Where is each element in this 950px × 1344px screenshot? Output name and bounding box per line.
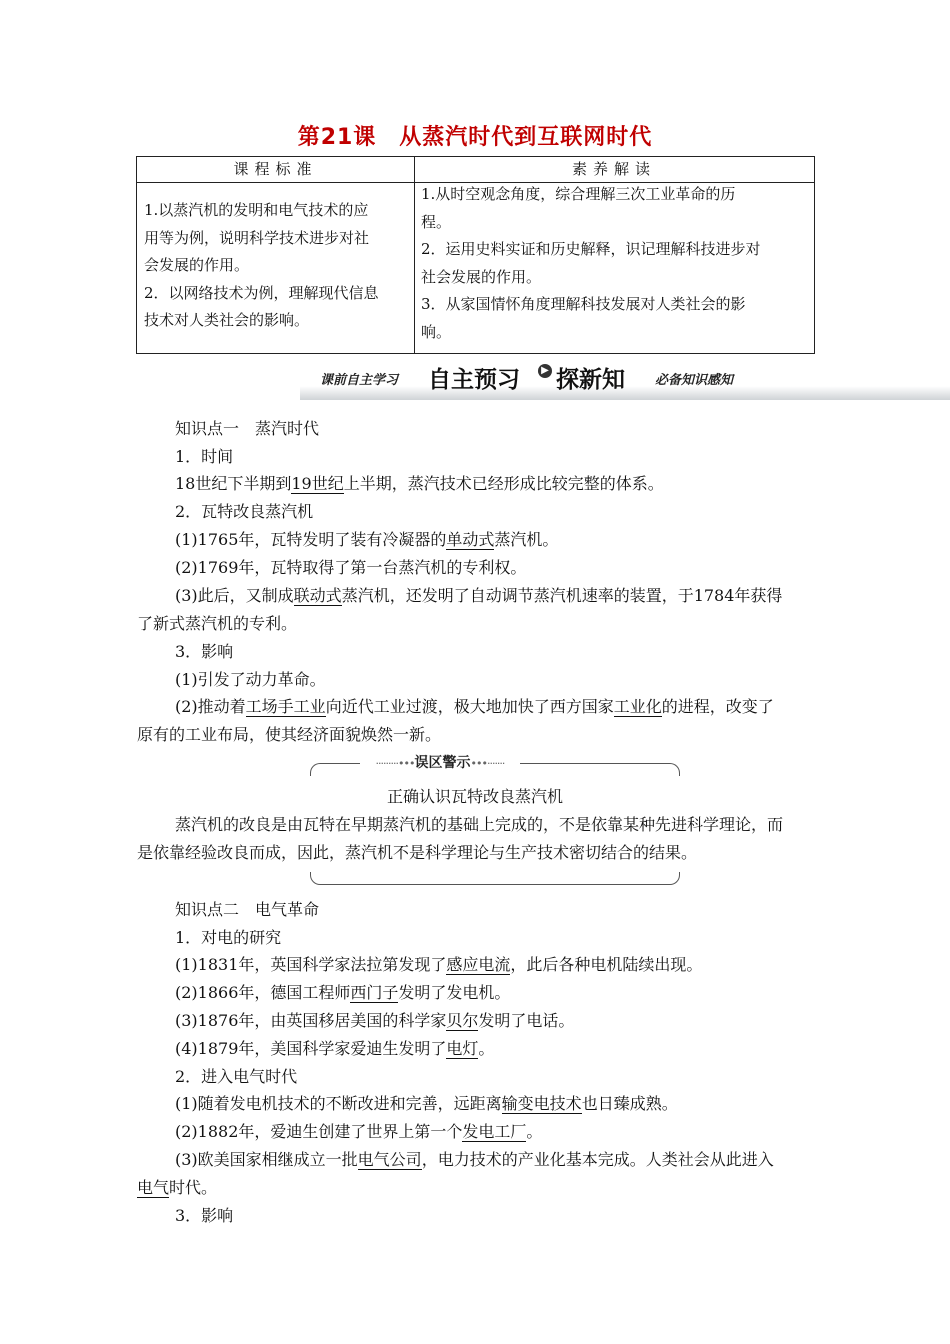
section1-heading: 知识点一 蒸汽时代 <box>175 419 320 438</box>
paragraph: (1)1831年，英国科学家法拉第发现了感应电流，此后各种电机陆续出现。 <box>175 955 703 974</box>
table-header-standard: 课程标准 <box>137 157 414 183</box>
table-line: 1.从时空观念角度，综合理解三次工业革命的历 <box>421 185 736 203</box>
section2-heading: 知识点二 电气革命 <box>175 900 320 919</box>
key-term: 电气 <box>137 1178 170 1197</box>
table-divider <box>414 157 415 353</box>
curriculum-table <box>136 156 815 354</box>
key-term: 电灯 <box>446 1039 479 1058</box>
paragraph: (1)引发了动力革命。 <box>175 670 326 689</box>
key-term: 单动式 <box>446 530 495 549</box>
key-term: 联动式 <box>293 586 342 605</box>
table-line: 用等为例，说明科学技术进步对社 <box>144 228 370 247</box>
page-title: 第21课 从蒸汽时代到互联网时代 <box>297 125 653 150</box>
paragraph: 18世纪下半期到19世纪上半期，蒸汽技术已经形成比较完整的体系。 <box>175 474 664 493</box>
table-line: 程。 <box>421 212 452 231</box>
arrow-right-icon: ▶ <box>538 364 552 378</box>
paragraph: (1)1765年，瓦特发明了装有冷凝器的单动式蒸汽机。 <box>175 530 559 549</box>
key-term: 发电工厂 <box>462 1122 527 1141</box>
key-term: 贝尔 <box>446 1011 479 1030</box>
table-line: 技术对人类社会的影响。 <box>144 311 310 329</box>
warning-heading: 正确认识瓦特改良蒸汽机 <box>386 787 563 806</box>
table-line: 2．运用史料实证和历史解释，识记理解科技进步对 <box>421 240 761 258</box>
warning-text: 蒸汽机的改良是由瓦特在早期蒸汽机的基础上完成的，不是依靠某种先进科学理论，而 <box>175 815 784 834</box>
paragraph-continued: 了新式蒸汽机的专利。 <box>137 614 298 633</box>
paragraph: (3)欧美国家相继成立一批电气公司，电力技术的产业化基本完成。人类社会从此进入 <box>175 1150 774 1169</box>
paragraph: (2)1866年，德国工程师西门子发明了发电机。 <box>175 983 511 1002</box>
paragraph: (4)1879年，美国科学家爱迪生发明了电灯。 <box>175 1039 495 1058</box>
banner-shade <box>300 386 950 400</box>
table-line: 响。 <box>421 322 452 341</box>
banner-right-label: 必备知识感知 <box>655 373 734 388</box>
key-term: 19世纪 <box>291 474 344 493</box>
key-term: 西门子 <box>350 983 399 1002</box>
paragraph: (1)随着发电机技术的不断改进和完善，远距离输变电技术也日臻成熟。 <box>175 1094 678 1113</box>
subheading: 2．进入电气时代 <box>175 1067 298 1086</box>
subheading: 3．影响 <box>175 642 234 661</box>
table-header-literacy: 素养解读 <box>414 157 814 183</box>
table-line: 1.以蒸汽机的发明和电气技术的应 <box>144 201 369 219</box>
section-banner <box>300 358 950 400</box>
key-term: 感应电流 <box>446 955 511 974</box>
table-line: 社会发展的作用。 <box>421 267 542 286</box>
subheading: 2．瓦特改良蒸汽机 <box>175 502 314 521</box>
table-line: 会发展的作用。 <box>144 256 250 274</box>
key-term: 工业化 <box>613 697 662 716</box>
subheading: 1．时间 <box>175 447 234 466</box>
literacy-cell <box>421 181 811 346</box>
paragraph: (2)1882年，爱迪生创建了世界上第一个发电工厂。 <box>175 1122 543 1141</box>
paragraph-continued: 原有的工业布局，使其经济面貌焕然一新。 <box>137 725 442 744</box>
table-line: 3．从家国情怀角度理解科技发展对人类社会的影 <box>421 295 746 313</box>
paragraph: (3)1876年，由英国移居美国的科学家贝尔发明了电话。 <box>175 1011 575 1030</box>
paragraph: (3)此后，又制成联动式蒸汽机，还发明了自动调节蒸汽机速率的装置，于1784年获得 <box>175 586 783 605</box>
table-line: 2．以网络技术为例，理解现代信息 <box>144 283 379 302</box>
warning-label: ·········•••误区警示•••······· <box>360 752 520 774</box>
subheading: 1．对电的研究 <box>175 928 282 947</box>
standard-cell <box>144 197 409 335</box>
banner-left-label: 课前自主学习 <box>320 373 399 388</box>
subheading: 3．影响 <box>175 1206 234 1225</box>
paragraph-continued: 电气时代。 <box>137 1178 218 1197</box>
banner-title-left: 自主预习 <box>428 367 520 393</box>
key-term: 输变电技术 <box>501 1094 582 1113</box>
warning-text: 是依靠经验改良而成，因此，蒸汽机不是科学理论与生产技术密切结合的结果。 <box>137 843 698 862</box>
key-term: 电气公司 <box>357 1150 422 1169</box>
key-term: 工场手工业 <box>245 697 326 716</box>
paragraph: (2)推动着工场手工业向近代工业过渡，极大地加快了西方国家工业化的进程，改变了 <box>175 697 774 716</box>
paragraph: (2)1769年，瓦特取得了第一台蒸汽机的专利权。 <box>175 558 527 577</box>
banner-title-right: 探新知 <box>556 367 625 393</box>
warning-frame-bottom <box>310 872 680 885</box>
